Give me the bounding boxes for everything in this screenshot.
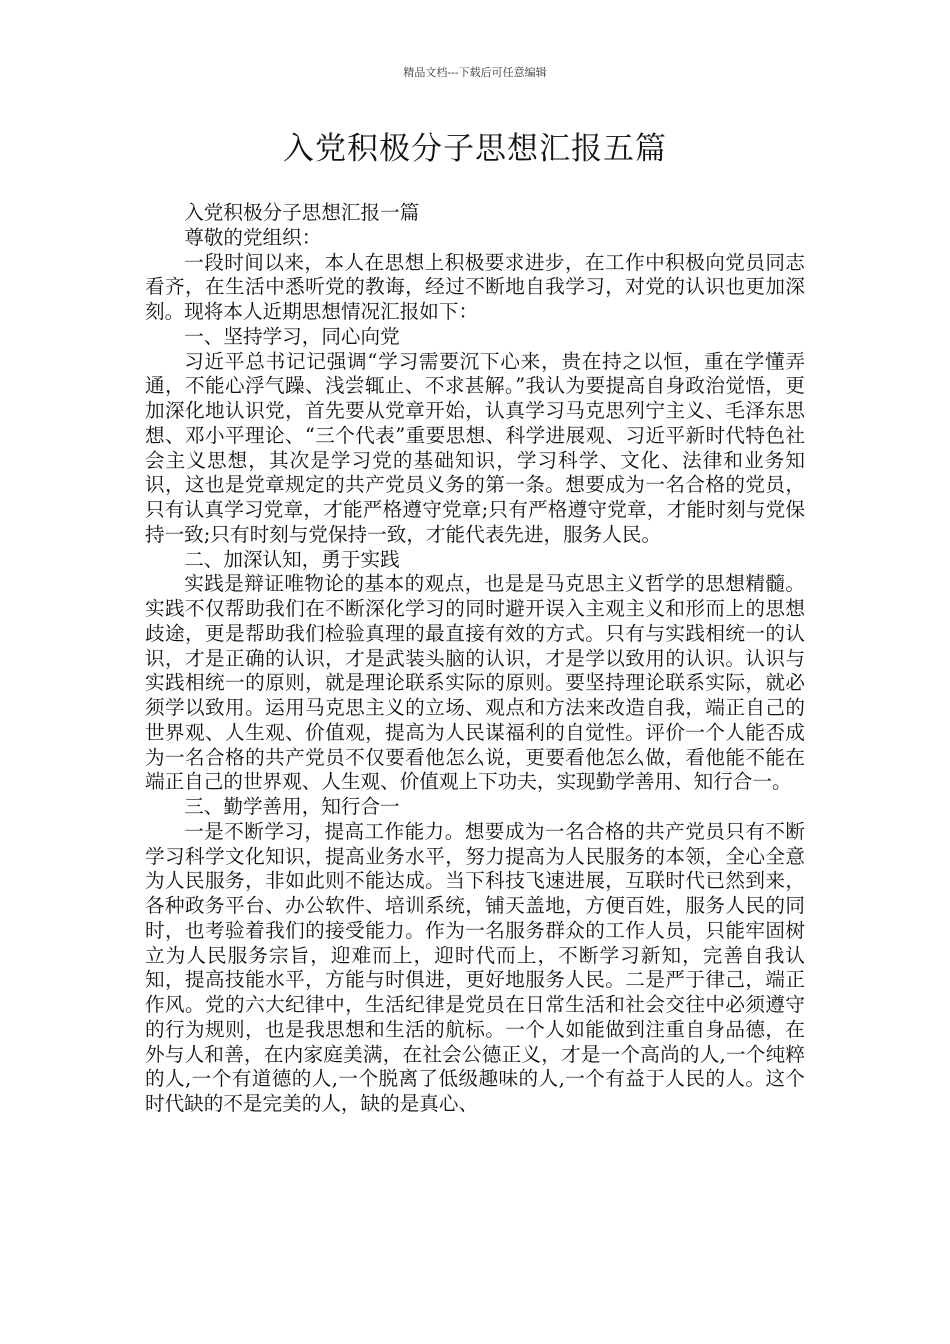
header-note: 精品文档---下载后可任意编辑 [403, 66, 547, 79]
paragraph-2: 实践是辩证唯物论的基本的观点，也是是马克思主义哲学的思想精髓。实践不仅帮助我们在不断深化学习的同时避开误入主观主义和形而上的思想歧途，更是帮助我们检验真理的最直接有效的方式。只有与实践相统一的认识，才是正确的认识，才是武装头脑的认识，才是学以致用的认识。认识与实践相统一的原则，就是理论联系实际的原则。要坚持理论联系实际，就必须学以致用。运用马克思主义的立场、观点和方法来改造自我，端正自己的世界观、人生观、价值观，提高为人民谋福利的自觉性。评价一个人能否成为一名合格的共产党员不仅要看他怎么说，更要看他怎么做，看他能不能在端正自己的世界观、人生观、价值观上下功夫，实现勤学善用、知行合一。 [145, 572, 805, 794]
paragraph-3: 一是不断学习，提高工作能力。想要成为一名合格的共产党员只有不断学习科学文化知识，提高业务水平，努力提高为人民服务的本领，全心全意为人民服务，非如此则不能达成。当下科技飞速进展，互联时代已然到来，各种政务平台、办公软件、培训系统，铺天盖地，方便百姓，服务人民的同时，也考验着我们的接受能力。作为一名服务群众的工作人员，只能牢固树立为人民服务宗旨，迎难而上，迎时代而上，不断学习新知，完善自我认知，提高技能水平，方能与时俱进，更好地服务人民。二是严于律己，端正作风。党的六大纪律中，生活纪律是党员在日常生活和社会交往中必须遵守的行为规则，也是我思想和生活的航标。一个人如能做到注重自身品德，在外与人和善，在内家庭美满，在社会公德正义，才是一个高尚的人,一个纯粹的人,一个有道德的人,一个脱离了低级趣味的人,一个有益于人民的人。这个时代缺的不是完美的人，缺的是真心、 [145, 819, 805, 1115]
paragraph-1: 习近平总书记记强调“学习需要沉下心来，贵在持之以恒，重在学懂弄通，不能心浮气躁、浅尝辄止、不求甚解。”我认为要提高自身政治觉悟，更加深化地认识党，首先要从党章开始，认真学习马克思列宁主义、毛泽东思想、邓小平理论、“三个代表”重要思想、科学进展观、习近平新时代特色社会主义思想，其次是学习党的基础知识，学习科学、文化、法律和业务知识，这也是党章规定的共产党员义务的第一条。想要成为一名合格的党员，只有认真学习党章，才能严格遵守党章;只有严格遵守党章，才能时刻与党保持一致;只有时刻与党保持一致，才能代表先进，服务人民。 [145, 349, 805, 546]
document-body [145, 201, 805, 1117]
salutation: 尊敬的党组织： [184, 225, 322, 249]
heading-3: 三、勤学善用，知行合一 [184, 795, 400, 818]
document-title: 入党积极分子思想汇报五篇 [283, 131, 667, 167]
intro-paragraph: 一段时间以来，本人在思想上积极要求进步，在工作中积极向党员同志看齐，在生活中悉听党的教诲，经过不断地自我学习，对党的认识也更加深刻。现将本人近期思想情况汇报如下： [145, 250, 805, 323]
heading-1: 一、坚持学习，同心向党 [184, 324, 400, 348]
heading-2: 二、加深认知，勇于实践 [184, 547, 400, 571]
section-subtitle: 入党积极分子思想汇报一篇 [184, 201, 420, 224]
